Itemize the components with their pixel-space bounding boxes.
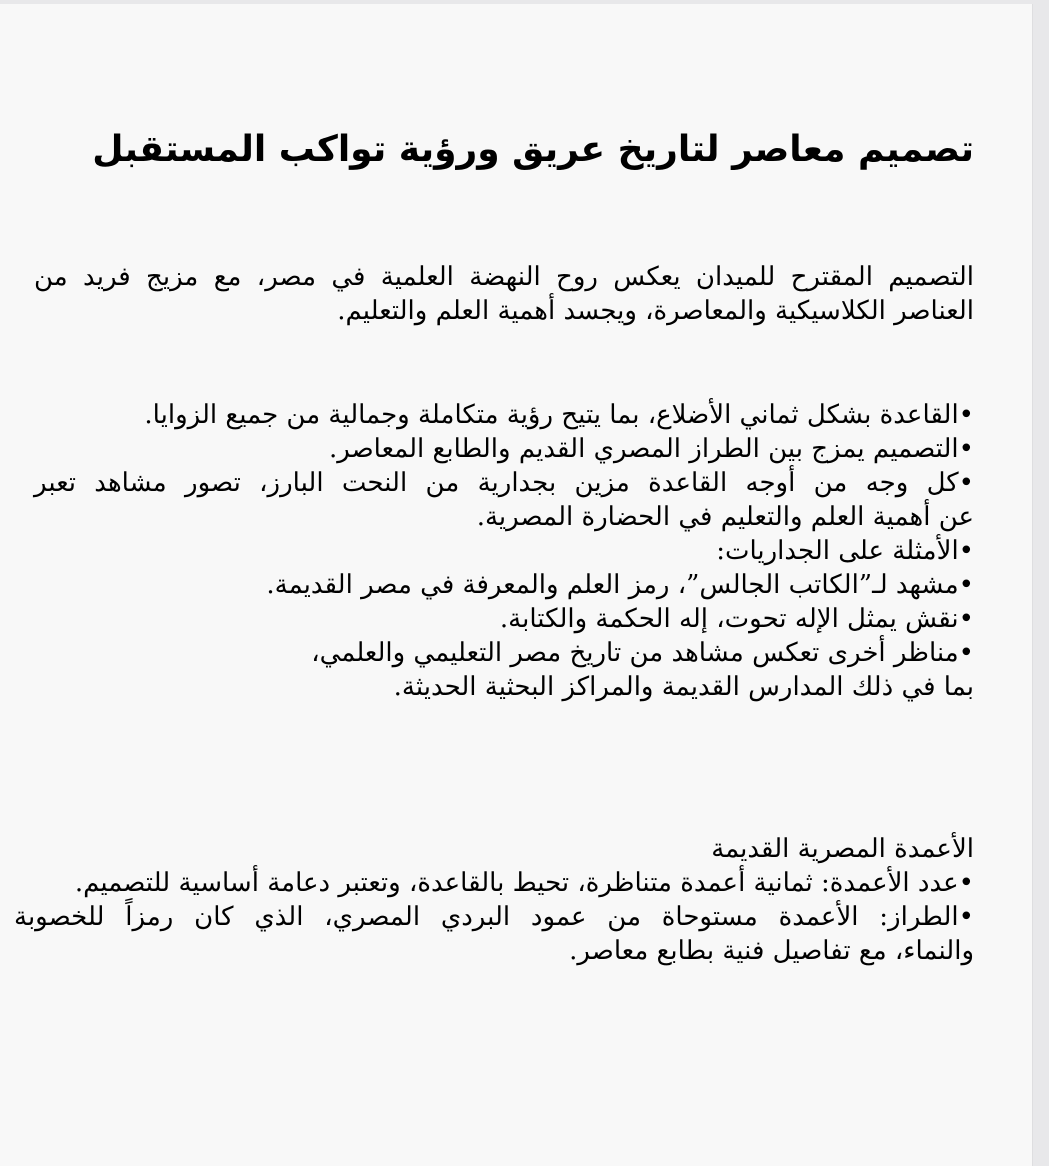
document-page	[0, 4, 1032, 1166]
intro-line: العناصر الكلاسيكية والمعاصرة، ويجسد أهمية العلم والتعليم.	[337, 296, 974, 326]
section-heading: الأعمدة المصرية القديمة	[711, 834, 974, 864]
features-list	[34, 398, 974, 704]
list-item-continuation: عن أهمية العلم والتعليم في الحضارة المصرية.	[476, 502, 974, 532]
list-item: •الأمثلة على الجداريات:	[716, 536, 974, 566]
list-item: •مناظر أخرى تعكس مشاهد من تاريخ مصر التعليمي والعلمي،	[311, 638, 974, 668]
document-title: تصميم معاصر لتاريخ عريق ورؤية تواكب المستقبل	[92, 129, 974, 170]
list-item: •التصميم يمزج بين الطراز المصري القديم والطابع المعاصر.	[328, 434, 974, 464]
list-item: •كل وجه من أوجه القاعدة مزين بجدارية من النحت البارز، تصور مشاهد تعبر	[34, 468, 974, 498]
list-item: •عدد الأعمدة: ثمانية أعمدة متناظرة، تحيط بالقاعدة، وتعتبر دعامة أساسية للتصميم.	[74, 868, 974, 898]
list-item-continuation: والنماء، مع تفاصيل فنية بطابع معاصر.	[569, 936, 974, 966]
list-item: •القاعدة بشكل ثماني الأضلاع، بما يتيح رؤية متكاملة وجمالية من جميع الزوايا.	[144, 400, 974, 430]
list-item-continuation: بما في ذلك المدارس القديمة والمراكز البحثية الحديثة.	[393, 672, 974, 702]
list-item: •الطراز: الأعمدة مستوحاة من عمود البردي المصري، الذي كان رمزاً للخصوبة	[14, 902, 974, 932]
list-item: •نقش يمثل الإله تحوت، إله الحكمة والكتابة.	[499, 604, 974, 634]
columns-section	[14, 832, 974, 968]
list-item: •مشهد لـ”الكاتب الجالس”، رمز العلم والمعرفة في مصر القديمة.	[266, 570, 974, 600]
intro-paragraph	[34, 260, 974, 328]
intro-line: التصميم المقترح للميدان يعكس روح النهضة العلمية في مصر، مع مزيج فريد من	[34, 262, 974, 292]
